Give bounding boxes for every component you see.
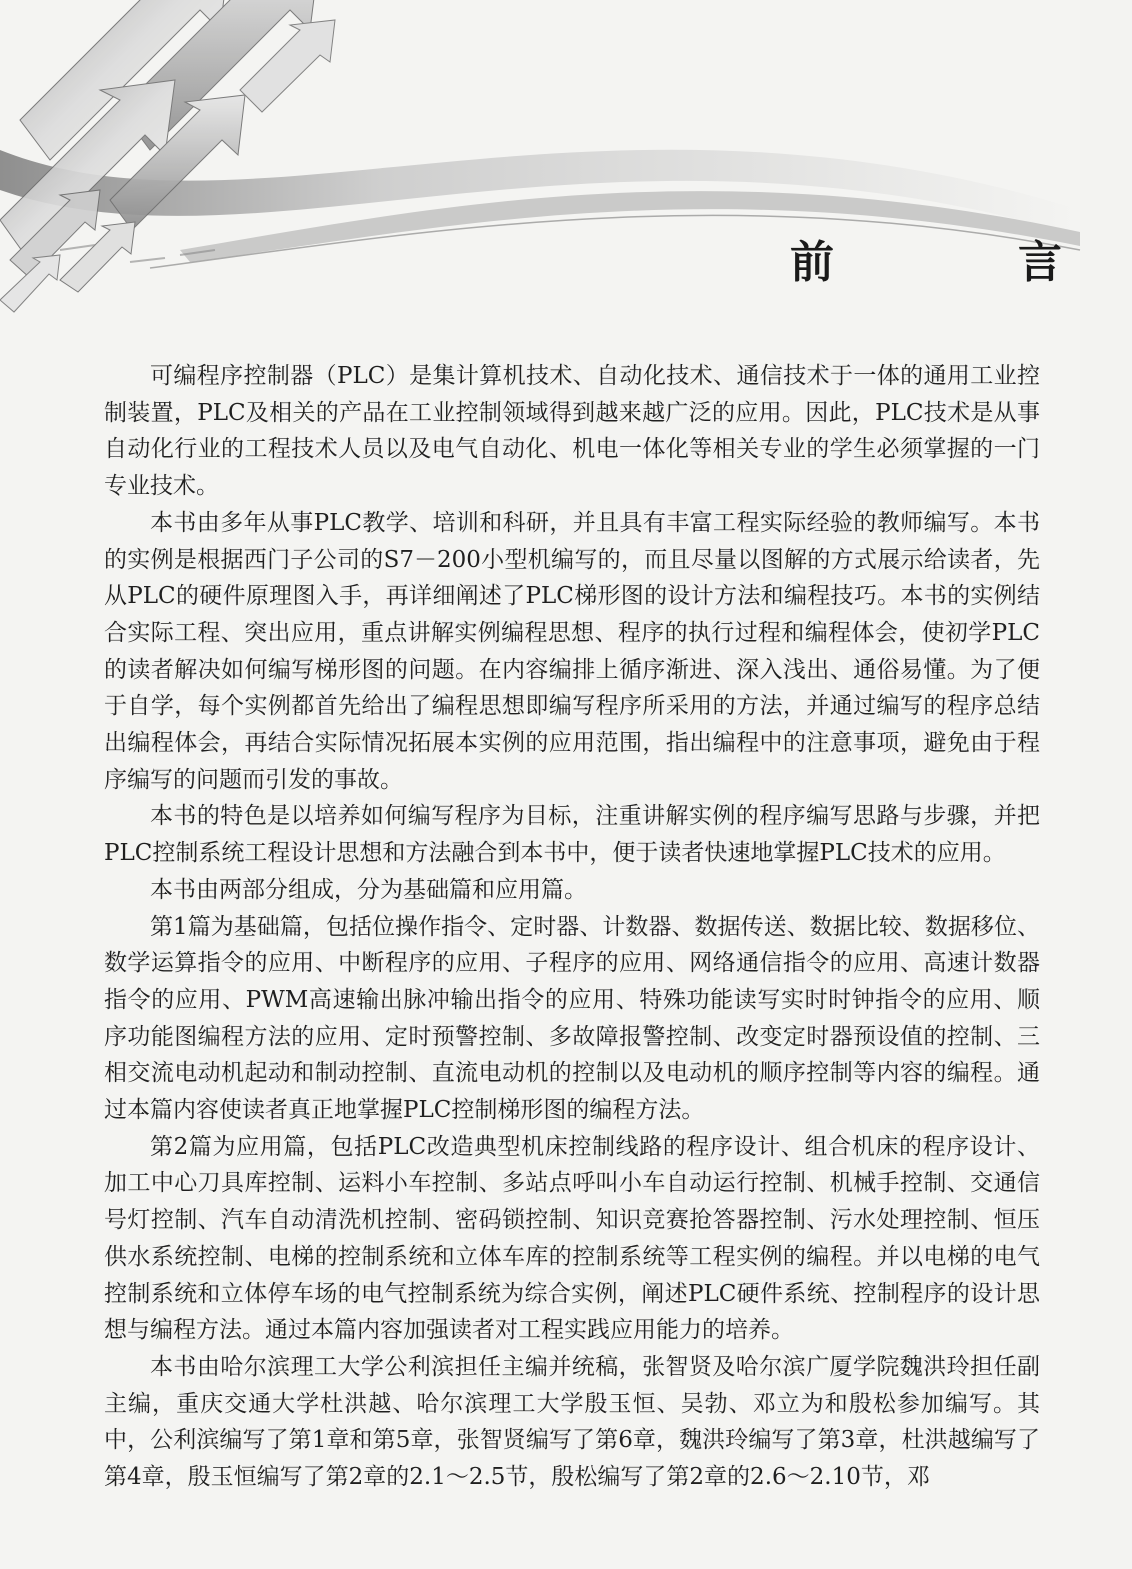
paragraph-structure: 本书由两部分组成，分为基础篇和应用篇。 — [150, 876, 587, 903]
body-text — [104, 358, 1040, 1496]
paragraph-intro: 可编程序控制器（PLC）是集计算机技术、自动化技术、通信技术于一体的通用工业控制装置，PLC及相关的产品在工业控制领域得到越来越广泛的应用。因此，PLC技术是从事自动化行业的工程技术人员以及电气自动化、机电一体化等相关专业的学生必须掌握的一门专业技术。 — [104, 363, 1040, 500]
paragraph-features: 本书的特色是以培养如何编写程序为目标，注重讲解实例的程序编写思路与步骤，并把PLC控制系统工程设计思想和方法融合到本书中，便于读者快速地掌握PLC技术的应用。 — [104, 803, 1040, 867]
paragraph-part-two: 第2篇为应用篇，包括PLC改造典型机床控制线路的程序设计、组合机床的程序设计、加工中心刀具库控制、运料小车控制、多站点呼叫小车自动运行控制、机械手控制、交通信号灯控制、汽车自动清洗机控制、密码锁控制、知识竞赛抢答器控制、污水处理控制、恒压供水系统控制、电梯的控制系统和立体车库的控制系统等工程实例的编程。并以电梯的电气控制系统和立体停车场的电气控制系统为综合实例，阐述PLC硬件系统、控制程序的设计思想与编程方法。通过本篇内容加强读者对工程实践应用能力的培养。 — [104, 1133, 1040, 1344]
paragraph-authors-background: 本书由多年从事PLC教学、培训和科研，并且具有丰富工程实际经验的教师编写。本书的实例是根据西门子公司的S7－200小型机编写的，而且尽量以图解的方式展示给读者，先从PLC的硬件原理图入手，再详细阐述了PLC梯形图的设计方法和编程技巧。本书的实例结合实际工程、突出应用，重点讲解实例编程思想、程序的执行过程和编程体会，使初学PLC的读者解决如何编写梯形图的问题。在内容编排上循序渐进、深入浅出、通俗易懂。为了便于自学，每个实例都首先给出了编程思想即编写程序所采用的方法，并通过编写的程序总结出编程体会，再结合实际情况拓展本实例的应用范围，指出编程中的注意事项，避免由于程序编写的问题而引发的事故。 — [104, 509, 1040, 793]
paragraph-part-one: 第1篇为基础篇，包括位操作指令、定时器、计数器、数据传送、数据比较、数据移位、数学运算指令的应用、中断程序的应用、子程序的应用、网络通信指令的应用、高速计数器指令的应用、PWM高速输出脉冲输出指令的应用、特殊功能读写实时时钟指令的应用、顺序功能图编程方法的应用、定时预警控制、多故障报警控制、改变定时器预设值的控制、三相交流电动机起动和制动控制、直流电动机的控制以及电动机的顺序控制等内容的编程。通过本篇内容使读者真正地掌握PLC控制梯形图的编程方法。 — [104, 913, 1040, 1124]
page-title: 前 言 — [790, 237, 1132, 288]
paragraph-contributors: 本书由哈尔滨理工大学公利滨担任主编并统稿，张智贤及哈尔滨广厦学院魏洪玲担任副主编，重庆交通大学杜洪越、哈尔滨理工大学殷玉恒、吴勃、邓立为和殷松参加编写。其中，公利滨编写了第1章和第5章，张智贤编写了第6章，魏洪玲编写了第3章，杜洪越编写了第4章，殷玉恒编写了第2章的2.1～2.5节，殷松编写了第2章的2.6～2.10节，邓 — [104, 1353, 1040, 1491]
